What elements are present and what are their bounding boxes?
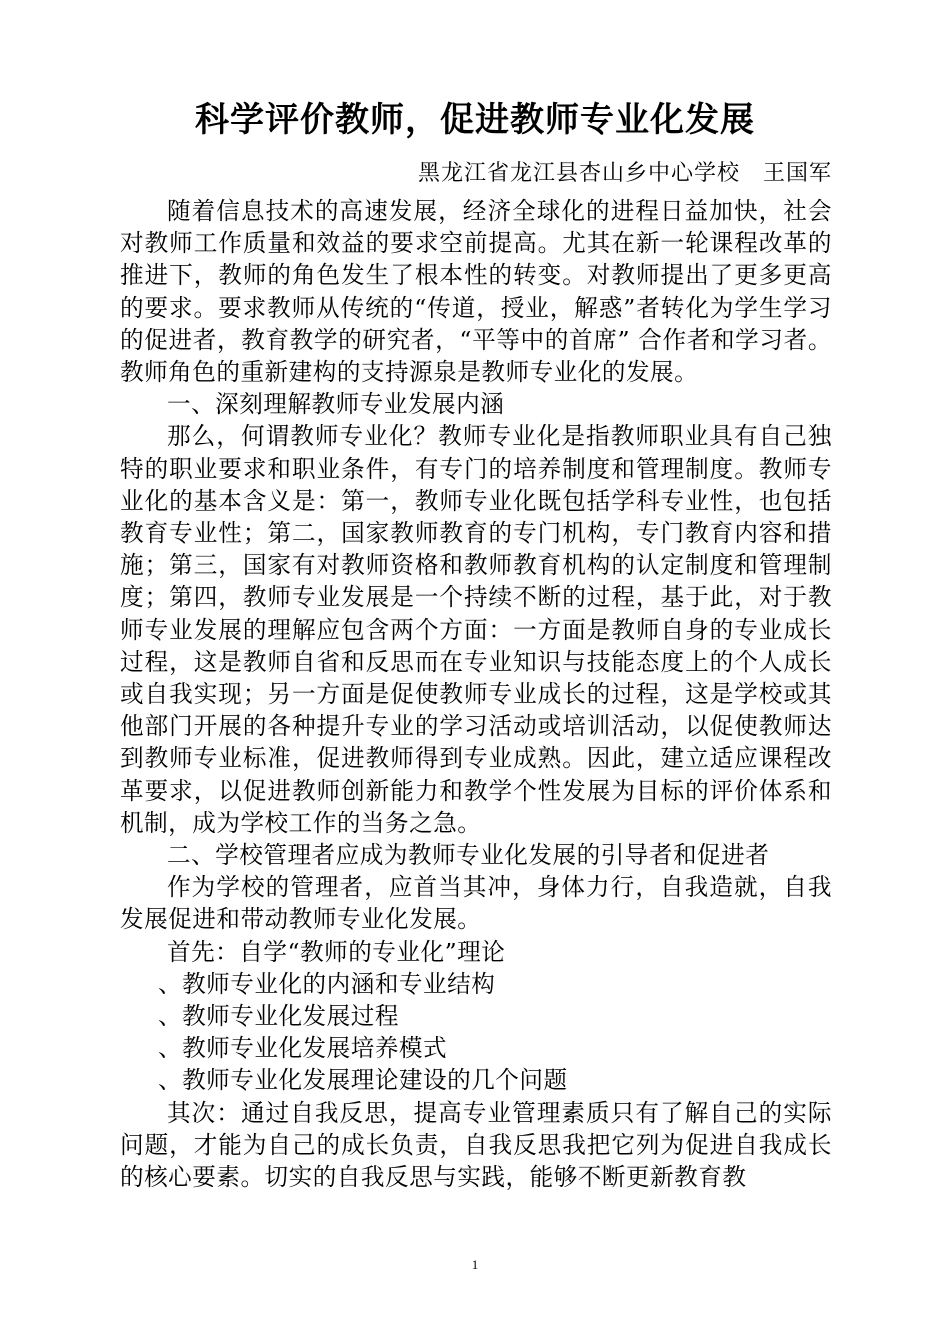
intro-paragraph: 随着信息技术的高速发展，经济全球化的进程日益加快，社会对教师工作质量和效益的要求空前提高。尤其在新一轮课程改革的推进下，教师的角色发生了根本性的转变。对教师提出了更多更高的要求。要求教师从传统的“传道，授业，解惑”者转化为学生学习的促进者，教育教学的研究者，“平等中的首席” 合作者和学习者。教师角色的重新建构的支持源泉是教师专业化的发展。 (120, 197, 832, 387)
section-heading-2: 二、学校管理者应成为教师专业化发展的引导者和促进者 (167, 841, 770, 870)
section-heading-1: 一、深刻理解教师专业发展内涵 (167, 390, 505, 419)
body-paragraph: 那么，何谓教师专业化？教师专业化是指教师职业具有自己独特的职业要求和职业条件，有专门的培养制度和管理制度。教师专业化的基本含义是：第一，教师专业化既包括学科专业性，也包括教育专业性；第二，国家教师教育的专门机构，专门教育内容和措施；第三，国家有对教师资格和教师教育机构的认定制度和管理制度；第四，教师专业发展是一个持续不断的过程，基于此，对于教师专业发展的理解应包含两个方面：一方面是教师自身的专业成长过程，这是教师自省和反思而在专业知识与技能态度上的个人成长或自我实现；另一方面是促使教师专业成长的过程，这是学校或其他部门开展的各种提升专业的学习活动或培训活动，以促使教师达到教师专业标准，促进教师得到专业成熟。因此，建立适应课程改革要求，以促进教师创新能力和教学个性发展为目标的评价体系和机制，成为学校工作的当务之急。 (120, 422, 832, 837)
document-body (120, 195, 832, 1193)
list-item: 、 教师专业化发展理论建设的几个问题 (120, 1064, 832, 1096)
list-item: 、 教师专业化发展培养模式 (120, 1032, 832, 1064)
document-title: 科学评价教师，促进教师专业化发展 (195, 100, 755, 140)
body-paragraph: 首先：自学“教师的专业化”理论 (167, 937, 506, 966)
body-paragraph: 其次：通过自我反思，提高专业管理素质只有了解自己的实际问题，才能为自己的成长负责，自我反思我把它列为促进自我成长的核心要素。切实的自我反思与实践，能够不断更新教育教 (120, 1098, 832, 1192)
page-number: 1 (471, 1257, 479, 1272)
list-item: 、 教师专业化发展过程 (120, 1000, 832, 1032)
list-item: 、 教师专业化的内涵和专业结构 (120, 968, 832, 1000)
author-line: 黑龙江省龙江县杏山乡中心学校 王国军 (417, 161, 832, 186)
body-paragraph: 作为学校的管理者，应首当其冲，身体力行，自我造就，自我发展促进和带动教师专业化发展。 (120, 873, 832, 934)
